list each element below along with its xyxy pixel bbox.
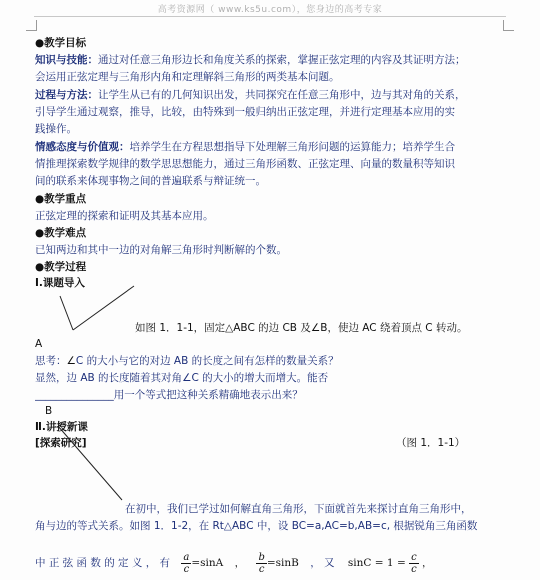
intro-text-part-3: B，使边 AC 绕着顶点 C 转动。: [320, 322, 468, 334]
figure-1-1-line-left: [60, 296, 73, 330]
blank-underline: _______________: [35, 389, 114, 401]
junior-text-1: 在初中，我们已学过如何解直角三角形，下面就首先来探讨直角三角形中，: [125, 503, 472, 515]
difficulties-text: 已知两边和其中一边的对角解三角形时判断解的个数。: [35, 244, 287, 256]
fraction-numerator: c: [411, 551, 417, 563]
knowledge-text-2: 会运用正弦定理与三角形内角和定理解斜三角形的两类基本问题。: [35, 71, 340, 83]
separator: ，: [234, 557, 246, 569]
heading-difficulties: ●教学难点: [35, 227, 87, 239]
fraction-c-over-c: [409, 552, 419, 575]
fraction-numerator: a: [183, 551, 190, 563]
junior-text-2a: 角与边的等式关系。如图 1．1-2，在 Rt: [35, 520, 224, 532]
blank-text: 用一个等式把这种关系精确地表示出来？: [113, 389, 303, 401]
intro-text-part-2: ABC 的边 CB 及: [233, 322, 311, 334]
heading-key-points: ●教学重点: [35, 193, 87, 205]
sin-b-value: =sinB: [266, 557, 299, 569]
heading-teaching-process: ●教学过程: [35, 261, 87, 273]
key-points-text: 正弦定理的探索和证明及其基本应用。: [35, 210, 214, 222]
fraction-denominator: c: [183, 563, 190, 575]
attitude-text-2: 情推理探索数学规律的数学思思想能力，通过三角形函数、正弦定理、向量的数量积等知识: [35, 158, 455, 170]
obvious-text-1: 显然，边 AB 的长度随着其对角: [35, 372, 183, 384]
obvious-line: [35, 369, 508, 387]
triangle-symbol: △: [225, 322, 234, 334]
sin-c-value: sinC = 1 =: [347, 557, 406, 569]
fraction-b-over-c: [256, 552, 266, 575]
page-header: 高考资源网（ www.ks5u.com），您身边的高考专家: [157, 5, 383, 15]
fraction-numerator: b: [258, 551, 265, 563]
intro-text-part-1: 如图 1．1-1，固定: [135, 322, 226, 334]
think-text: C 的大小与它的对边 AB 的长度之间有怎样的数量关系？: [75, 355, 339, 367]
fraction-denominator: c: [411, 563, 417, 575]
attitude-label: 情感态度与价值观：: [35, 141, 130, 153]
think-question: [35, 352, 508, 370]
process-text-3: 践操作。: [35, 123, 77, 135]
heading-teaching-goals: ●教学目标: [35, 37, 87, 49]
definition-line: [35, 550, 508, 578]
junior-text-2b: ABC 中，设 BC=a,AC=b,AB=c, 根据锐角三角函数: [232, 520, 478, 532]
heading-intro: Ⅰ.课题导入: [35, 277, 85, 289]
sin-a-value: =sinA: [191, 557, 224, 569]
fraction-a-over-c: [181, 552, 191, 575]
separator: ，: [422, 557, 433, 569]
angle-symbol: ∠: [66, 355, 76, 367]
figure-1-1-line-right: [73, 286, 134, 330]
think-label: 思考：: [35, 355, 67, 367]
attitude-text-1: 培养学生在方程思想指导下处理解三角形问题的运算能力；培养学生合: [129, 141, 455, 153]
angle-symbol: ∠: [310, 322, 321, 334]
process-text-1: 让学生从已有的几何知识出发，共同探究在任意三角形中，边与其对角的关系，: [98, 89, 466, 101]
label-a: A: [35, 338, 43, 350]
definition-text: 中 正 弦 函 数 的 定 义 ， 有: [35, 557, 171, 569]
figure-reference: （图 1．1-1）: [396, 437, 466, 449]
process-text-2: 引导学生通过观察，推导，比较，由特殊到一般归纳出正弦定理，并进行定理基本应用的实: [35, 106, 455, 118]
heading-explore: [探索研究]: [35, 437, 87, 449]
knowledge-text-1: 通过对任意三角形边长和角度关系的探索，掌握正弦定理的内容及其证明方法；: [98, 54, 466, 66]
label-b: B: [45, 405, 53, 417]
attitude-text-3: 间的联系来体现事物之间的普遍联系与辩证统一。: [35, 175, 266, 187]
process-label: 过程与方法：: [35, 89, 98, 101]
separator: ， 又: [310, 557, 335, 569]
junior-text-2: [35, 517, 508, 535]
angle-symbol: ∠: [182, 372, 192, 384]
heading-new-lesson: Ⅱ.讲授新课: [35, 421, 88, 433]
knowledge-label: 知识与技能：: [35, 54, 98, 66]
triangle-symbol: △: [223, 520, 232, 532]
obvious-text-2: C 的大小的增大而增大。能否: [191, 372, 329, 384]
fraction-denominator: c: [258, 563, 265, 575]
